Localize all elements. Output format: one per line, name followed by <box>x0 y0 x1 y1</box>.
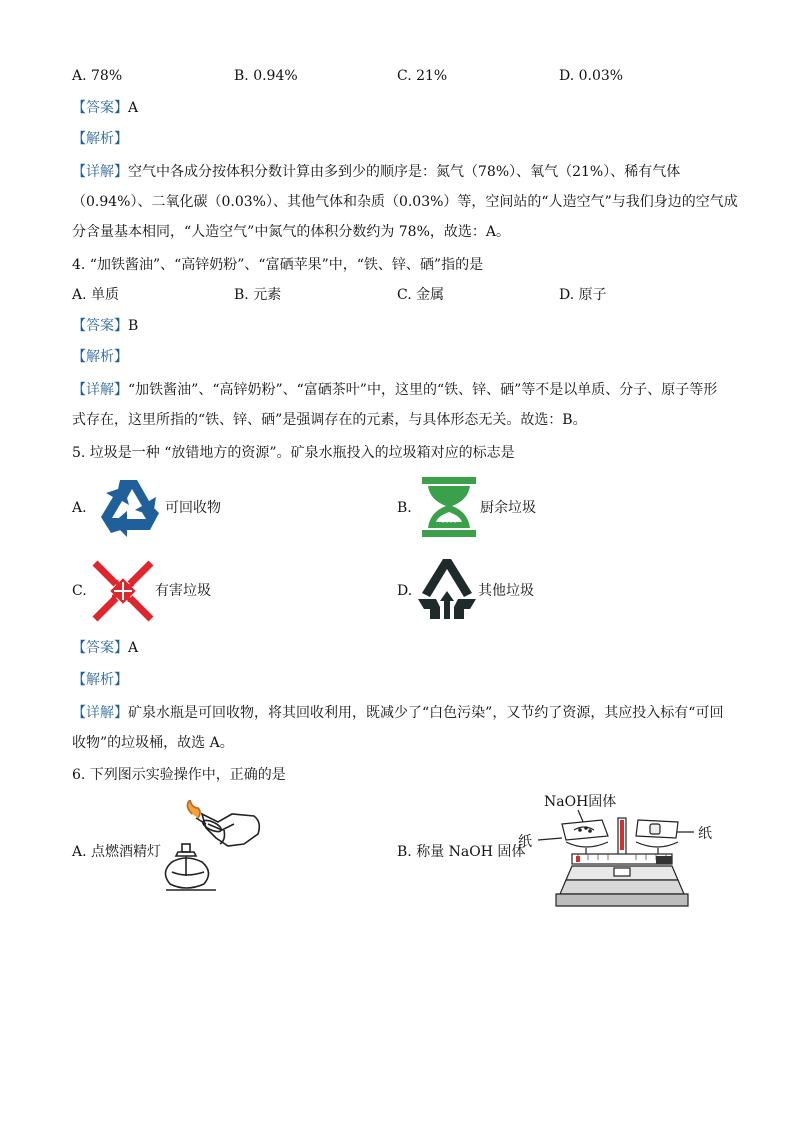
analysis-tag: 【解析】 <box>72 349 128 365</box>
kitchen-waste-icon <box>418 474 480 540</box>
q4-option-c: C. 金属 <box>397 287 445 303</box>
q5-option-d-label: 其他垃圾 <box>478 583 534 599</box>
naoh-label: NaOH固体 <box>544 794 617 810</box>
q5-option-a-label: 可回收物 <box>165 500 221 516</box>
detail-text: 矿泉水瓶是可回收物，将其回收利用，既减少了“白色污染”，又节约了资源，其应投入标有“可回 <box>128 705 724 721</box>
q6-option-b <box>397 842 525 862</box>
detail-tag: 【详解】 <box>72 705 128 721</box>
q4-option-d: D. 原子 <box>559 287 607 303</box>
analysis-tag: 【解析】 <box>72 131 128 147</box>
q6-option-a <box>72 842 161 862</box>
q5-detail-line-1 <box>72 703 723 723</box>
answer-tag: 【答案】 <box>72 318 128 334</box>
answer-value: B <box>128 318 139 334</box>
q5-option-c-letter: C. <box>72 583 87 599</box>
balance-icon <box>516 790 722 912</box>
q5-detail-line-2: 收物”的垃圾桶，故选 A。 <box>72 735 234 751</box>
q4-detail-line-1 <box>72 380 717 400</box>
q4-answer <box>72 316 138 336</box>
analysis-tag: 【解析】 <box>72 672 128 688</box>
detail-tag: 【详解】 <box>72 164 128 180</box>
q5-option-d-letter: D. <box>397 583 413 599</box>
q3-analysis <box>72 129 128 149</box>
q5-answer <box>72 638 138 658</box>
q4-option-b: B. 元素 <box>234 287 282 303</box>
detail-tag: 【详解】 <box>72 382 128 398</box>
q3-option-d: D. 0.03% <box>559 68 624 84</box>
answer-tag: 【答案】 <box>72 100 128 116</box>
detail-text: “加铁酱油”、“高锌奶粉”、“富硒茶叶”中，这里的“铁、锌、硒”等不是以单质、分子、原子等形 <box>128 382 718 398</box>
answer-value: A <box>128 640 139 656</box>
q3-detail-line-2: （0.94%）、二氧化碳（0.03%）、其他气体和杂质（0.03%）等，空间站的“人造空气”与我们身边的空气成 <box>72 194 738 210</box>
q6-option-a-label: 点燃酒精灯 <box>91 844 162 860</box>
recycle-icon <box>93 474 165 540</box>
paper-right-label: 纸 <box>698 826 712 842</box>
q5-analysis <box>72 670 128 690</box>
detail-text: 空气中各成分按体积分数计算由多到少的顺序是：氮气（78%）、氧气（21%）、稀有气体 <box>128 164 681 180</box>
answer-tag: 【答案】 <box>72 640 128 656</box>
q4-analysis <box>72 347 128 367</box>
q5-option-b-label: 厨余垃圾 <box>480 500 536 516</box>
q4-option-a: A. 单质 <box>72 287 120 303</box>
q3-option-c: C. 21% <box>397 68 448 84</box>
q3-option-a: A. 78% <box>72 68 123 84</box>
q6-stem: 6. 下列图示实验操作中，正确的是 <box>72 767 286 783</box>
q6-option-b-label: 称量 NaOH 固体 <box>416 844 526 860</box>
q3-answer <box>72 98 138 118</box>
q5-option-c-label: 有害垃圾 <box>155 583 211 599</box>
alcohol-lamp-icon <box>162 800 266 896</box>
other-waste-icon <box>414 557 480 621</box>
q6-option-b-letter: B. <box>397 844 412 860</box>
q5-option-b-letter: B. <box>397 500 412 516</box>
q5-stem: 5. 垃圾是一种 “放错地方的资源”。矿泉水瓶投入的垃圾箱对应的标志是 <box>72 445 515 461</box>
q3-detail-line-1 <box>72 162 680 182</box>
q3-detail-line-3: 分含量基本相同，“人造空气”中氮气的体积分数约为 78%，故选：A。 <box>72 224 510 240</box>
q6-option-a-letter: A. <box>72 844 87 860</box>
paper-left-label: 纸 <box>518 834 532 850</box>
q4-detail-line-2: 式存在，这里所指的“铁、锌、硒”是强调存在的元素，与具体形态无关。故选：B。 <box>72 412 587 428</box>
hazardous-waste-icon <box>92 560 154 622</box>
q4-stem: 4. “加铁酱油”、“高锌奶粉”、“富硒苹果”中，“铁、锌、硒”指的是 <box>72 257 484 273</box>
q5-option-a-letter: A. <box>72 500 87 516</box>
q3-option-b: B. 0.94% <box>234 68 298 84</box>
answer-value: A <box>128 100 139 116</box>
